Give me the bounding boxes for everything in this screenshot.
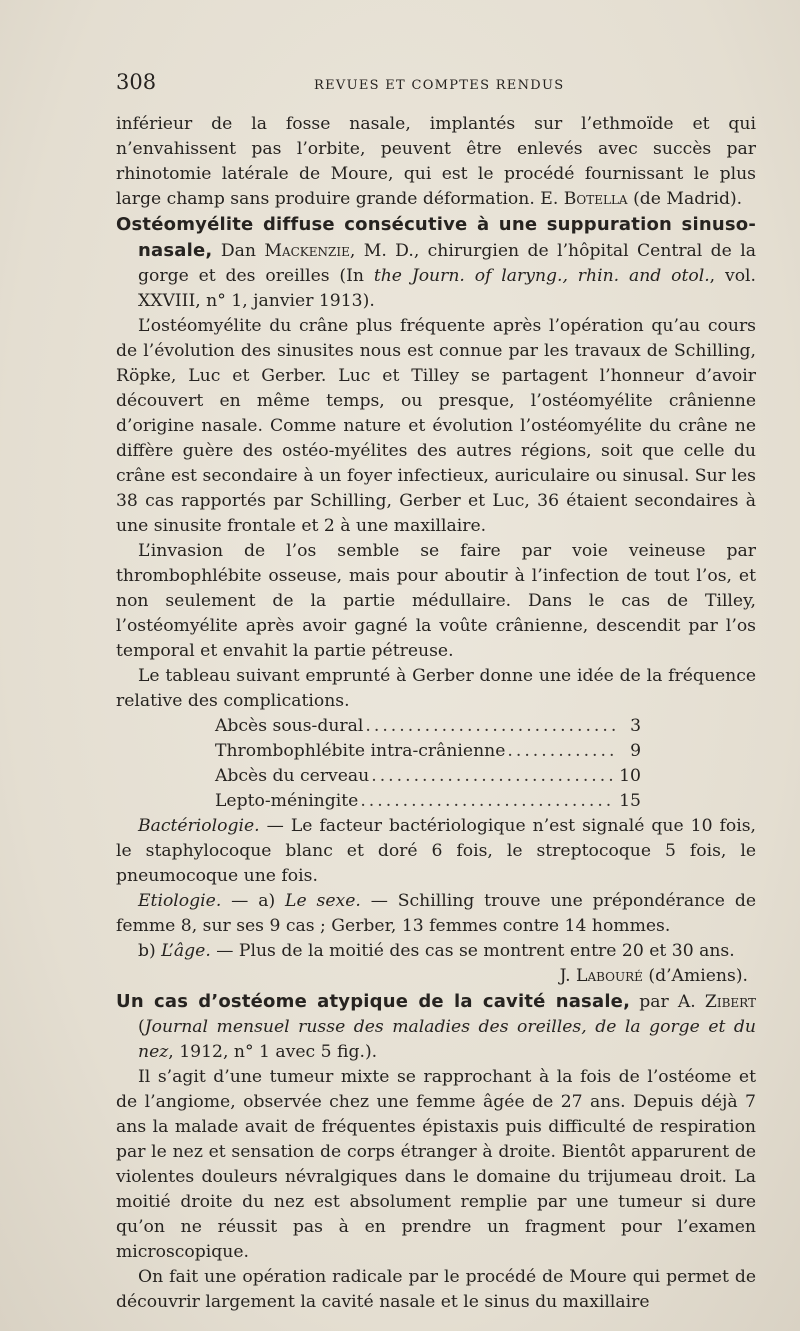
page-header bbox=[116, 70, 756, 100]
article-author: Zibert bbox=[704, 992, 756, 1012]
paragraph: L’invasion de l’os semble se faire par voie veineuse par thrombophlébite osseuse, mais pour aboutir à l’infection de tout l’os, et non seulement de la partie médullaire. Dans le cas de Tilley, l’ostéomyélite après avoir gagné la voûte crânienne, descendit par l’os temporal et envahit la partie pétreuse. bbox=[116, 541, 756, 661]
article-title: Ostéomyélite diffuse consécutive à une suppuration sinuso-nasale, bbox=[116, 214, 756, 261]
body-text bbox=[116, 112, 756, 1315]
complications-table bbox=[215, 714, 641, 814]
journal-citation: Journal mensuel russe des maladies des oreilles, de la gorge et du nez bbox=[138, 1017, 756, 1062]
table-row: Thrombophlébite intra-crânienne ..... 9 bbox=[215, 739, 641, 764]
signature: J. Labouré (d’Amiens). bbox=[559, 966, 748, 986]
page-number: 308 bbox=[116, 70, 157, 94]
journal-citation: the Journ. of laryng., rhin. and otol. bbox=[373, 266, 710, 286]
table-row: Abcès du cerveau ..... 10 bbox=[215, 764, 641, 789]
running-title: REVUES ET COMPTES RENDUS bbox=[314, 78, 565, 93]
paragraph: b) L’âge. — Plus de la moitié des cas se montrent entre 20 et 30 ans. bbox=[138, 941, 735, 961]
article-author: Mackenzie bbox=[264, 241, 350, 261]
paragraph: Bactériologie. — Le facteur bactériologique n’est signalé que 10 fois, le staphylocoque blanc et doré 6 fois, le streptocoque 5 fois, le pneumocoque une fois. bbox=[116, 816, 756, 886]
article-title: Un cas d’ostéome atypique de la cavité nasale, bbox=[116, 991, 631, 1012]
paragraph-continuation: inférieur de la fosse nasale, implantés sur l’ethmoïde et qui n’envahissent pas l’orbite, peuvent être enlevés avec succès par rhinotomie latérale de Moure, qui est le procédé fournissant le plus large champ sans produire grande déformation. E. Botella (de Madrid). bbox=[116, 114, 756, 209]
paragraph: Il s’agit d’une tumeur mixte se rapprochant à la fois de l’ostéome et de l’angiome, observée chez une femme âgée de 27 ans. Depuis déjà 7 ans la malade avait de fréquentes épistaxis puis difficulté de respiration par le nez et sensation de corps étranger à droite. Bientôt apparurent de violentes douleurs névralgiques dans le domaine du trijumeau droit. La moitié droite du nez est absolument remplie par une tumeur si dure qu’on ne réussit pas à en prendre un fragment pour l’examen microscopique. bbox=[116, 1067, 756, 1262]
table-row: Abcès sous-dural ..... 3 bbox=[215, 714, 641, 739]
paragraph: Le tableau suivant emprunté à Gerber donne une idée de la fréquence relative des complications. bbox=[116, 666, 756, 711]
paragraph: On fait une opération radicale par le procédé de Moure qui permet de découvrir largement la cavité nasale et le sinus du maxillaire bbox=[116, 1267, 756, 1312]
paragraph: L’ostéomyélite du crâne plus fréquente après l’opération qu’au cours de l’évolution des sinusites nous est connue par les travaux de Schilling, Röpke, Luc et Gerber. Luc et Tilley se partagent l’honneur d’avoir découvert en même temps, ou presque, l’ostéomyélite crânienne d’origine nasale. Comme nature et évolution l’ostéomyélite du crâne ne diffère guère des ostéo-myélites des autres régions, soit que celle du crâne est secondaire à un foyer infectieux, auriculaire ou sinusal. Sur les 38 cas rapportés par Schilling, Gerber et Luc, 36 étaient secondaires à une sinusite frontale et 2 à une maxillaire. bbox=[116, 316, 756, 536]
article-heading-osteomyelite: Ostéomyélite diffuse consécutive à une suppuration sinuso-nasale, Dan Mackenzie, M. D., chirurgien de l’hôpital Central de la gorge et des oreilles (In the Journ. of laryng., rhin. and otol., vol. XXVIII, n° 1, janvier 1913). bbox=[116, 214, 756, 311]
paragraph: Etiologie. — a) Le sexe. — Schilling trouve une prépondérance de femme 8, sur ses 9 cas ; Gerber, 13 femmes contre 14 hommes. bbox=[116, 891, 757, 936]
table-row: Lepto-méningite ..... 15 bbox=[215, 789, 641, 814]
article-heading-osteome: Un cas d’ostéome atypique de la cavité nasale, par A. Zibert (Journal mensuel russe des maladies des oreilles, de la gorge et du nez, 1912, n° 1 avec 5 fig.). bbox=[116, 991, 756, 1062]
